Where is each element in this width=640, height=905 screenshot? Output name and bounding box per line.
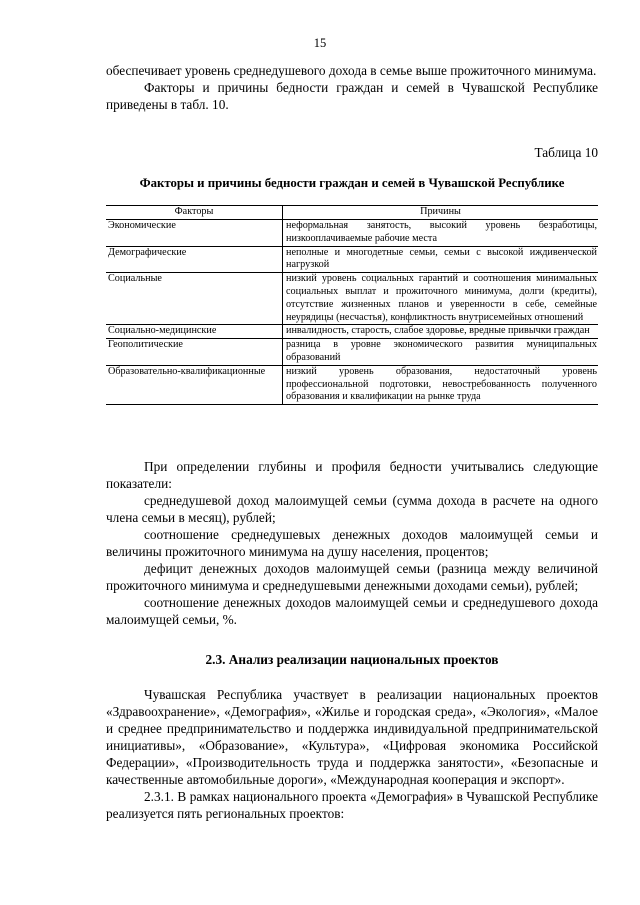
table-row: [106, 220, 598, 247]
header-factors: Факторы: [106, 206, 283, 220]
cause-cell: инвалидность, старость, слабое здоровье, вредные привычки граждан: [283, 325, 599, 339]
projects-paragraph-1: Чувашская Республика участвует в реализации национальных проектов «Здравоохранение», «Демография», «Жилье и городская среда», «Экология», «Малое и среднее предпринимательство и поддержка индивидуальной предпринимательской инициативы», «Образование», «Культура», «Цифровая экономика Российской Федерации», «Производительность труда и поддержка занятости», «Безопасные и качественные автомобильные дороги», «Международная кооперация и экспорт».: [106, 687, 598, 787]
indicators-text: [106, 458, 598, 628]
factor-cell: Образовательно-квалификационные: [106, 365, 283, 404]
cause-cell: неформальная занятость, высокий уровень безработицы, низкооплачиваемые рабочие места: [283, 220, 599, 247]
table-header-row: [106, 206, 598, 220]
factor-cell: Социально-медицинские: [106, 325, 283, 339]
indicators-paragraph-3: соотношение среднедушевых денежных доходов малоимущей семьи и величины прожиточного минимума на душу населения, процентов;: [106, 527, 598, 559]
table-row: [106, 365, 598, 404]
indicators-paragraph-4: дефицит денежных доходов малоимущей семьи (разница между величиной прожиточного минимума и среднедушевыми денежными доходами семьи), рублей;: [106, 561, 598, 593]
table-row: [106, 325, 598, 339]
cause-cell: низкий уровень образования, недостаточный уровень профессиональной подготовки, невостребованность полученного образования и квалификации на рынке труда: [283, 365, 599, 404]
table-row: [106, 246, 598, 273]
indicators-paragraph-1: При определении глубины и профиля бедности учитывались следующие показатели:: [106, 459, 598, 491]
projects-text: [106, 686, 598, 822]
factor-cell: Социальные: [106, 273, 283, 325]
page-number: 15: [313, 36, 327, 50]
factor-cell: Демографические: [106, 246, 283, 273]
cause-cell: низкий уровень социальных гарантий и соотношения минимальных социальных выплат и прожиточного минимума, долги (кредиты), отсутствие жизненных планов и уверенности в себе, семейные неурядицы (несчастья), конфликтность внутрисемейных отношений: [283, 273, 599, 325]
section-heading: 2.3. Анализ реализации национальных проектов: [205, 652, 499, 667]
cause-cell: неполные и многодетные семьи, семьи с высокой иждивенческой нагрузкой: [283, 246, 599, 273]
table-row: [106, 273, 598, 325]
indicators-paragraph-2: среднедушевой доход малоимущей семьи (сумма дохода в расчете на одного члена семьи в месяц), рублей;: [106, 493, 598, 525]
table-row: [106, 339, 598, 366]
projects-paragraph-2: 2.3.1. В рамках национального проекта «Демография» в Чувашской Республике реализуется пять региональных проектов:: [106, 789, 598, 821]
factor-cell: Геополитические: [106, 339, 283, 366]
table-title: Факторы и причины бедности граждан и семей в Чувашской Республике: [139, 176, 565, 190]
intro-text: [106, 62, 598, 113]
intro-paragraph-2: Факторы и причины бедности граждан и семей в Чувашской Республике приведены в табл. 10.: [106, 80, 598, 112]
factor-cell: Экономические: [106, 220, 283, 247]
header-causes: Причины: [283, 206, 599, 220]
table-label: Таблица 10: [534, 145, 598, 160]
intro-paragraph-1: обеспечивает уровень среднедушевого дохода в семье выше прожиточного минимума.: [106, 63, 597, 78]
cause-cell: разница в уровне экономического развития муниципальных образований: [283, 339, 599, 366]
poverty-factors-table: [106, 205, 598, 405]
indicators-paragraph-5: соотношение денежных доходов малоимущей семьи и среднедушевого дохода малоимущей семьи, %.: [106, 595, 598, 627]
